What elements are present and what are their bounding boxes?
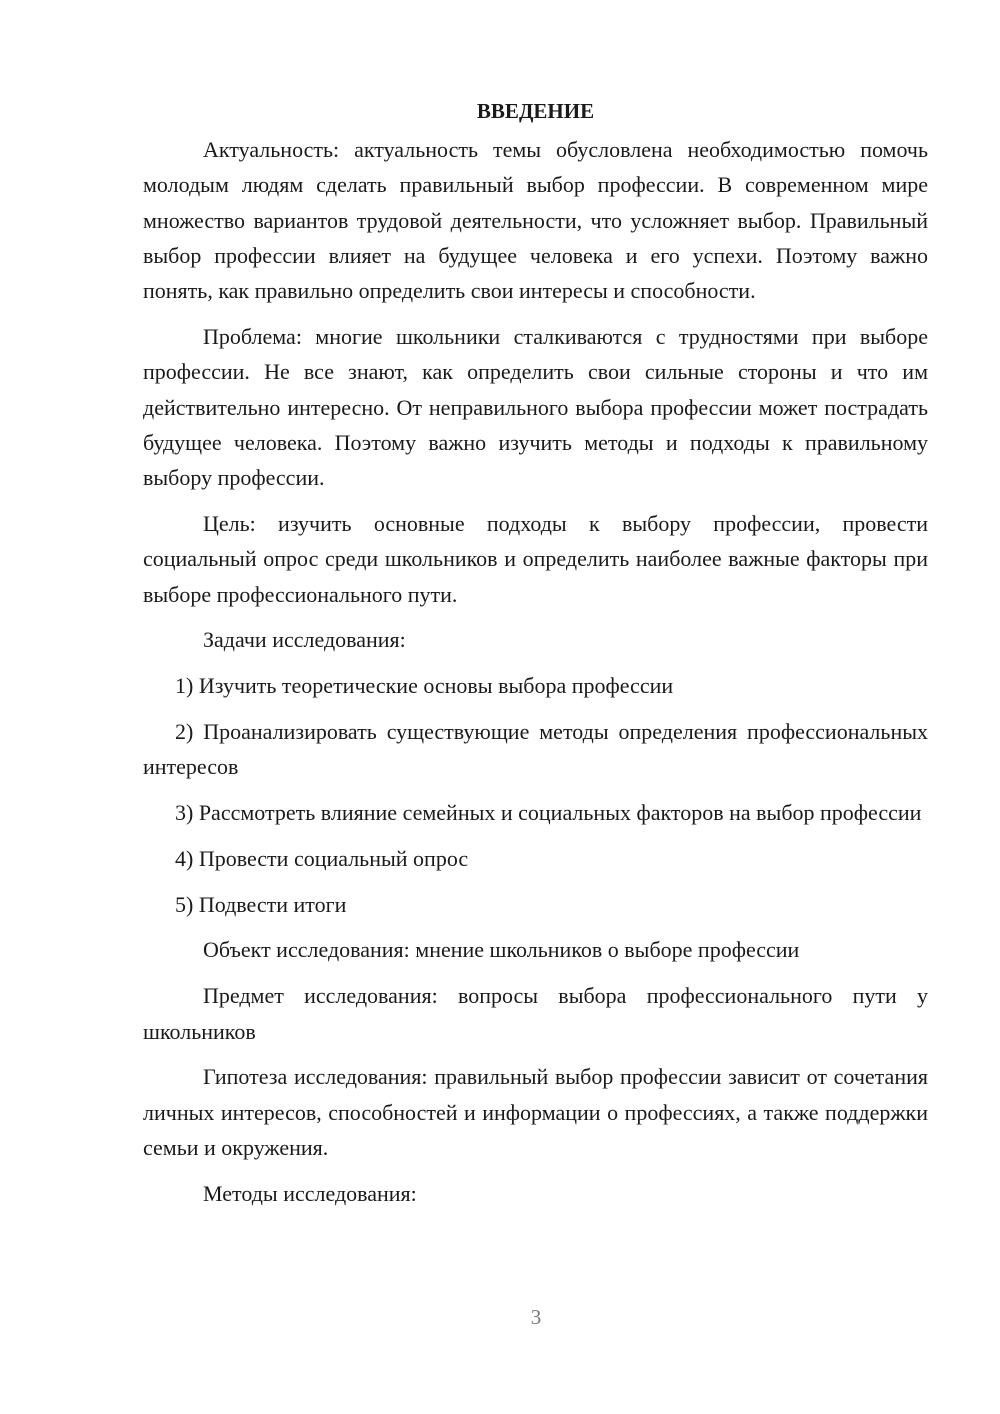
document-page xyxy=(143,94,928,1222)
task-item: 5) Подвести итоги xyxy=(175,891,347,917)
page-number: 3 xyxy=(530,1305,542,1329)
paragraph-tasks-heading: Задачи исследования: xyxy=(203,627,406,653)
section-title: ВВЕДЕНИЕ xyxy=(476,99,595,123)
paragraph-problem: Проблема: многие школьники сталкиваются с трудностями при выборе профессии. Не все знают, как определить свои сильные стороны и что им действительно интересно. От неправильного выбора профессии может пострадать будущее человека. Поэтому важно изучить методы и подходы к правильному выбору профессии. xyxy=(143,323,928,491)
task-item: 3) Рассмотреть влияние семейных и социальных факторов на выбор профессии xyxy=(175,800,922,826)
paragraph-subject: Предмет исследования: вопросы выбора профессионального пути у школьников xyxy=(143,983,928,1044)
paragraph-relevance: Актуальность: актуальность темы обусловлена необходимостью помочь молодым людям сделать правильный выбор профессии. В современном мире множество вариантов трудовой деятельности, что усложняет выбор. Правильный выбор профессии влияет на будущее человека и его успехи. Поэтому важно понять, как правильно определить свои интересы и способности. xyxy=(143,137,928,304)
paragraph-methods: Методы исследования: xyxy=(203,1180,417,1206)
paragraph-object: Объект исследования: мнение школьников о выборе профессии xyxy=(203,937,800,963)
task-item: 1) Изучить теоретические основы выбора профессии xyxy=(175,673,674,699)
task-item: 4) Провести социальный опрос xyxy=(175,845,469,871)
paragraph-hypothesis: Гипотеза исследования: правильный выбор профессии зависит от сочетания личных интересов, способностей и информации о профессиях, а также поддержки семьи и окружения. xyxy=(143,1064,928,1160)
paragraph-goal: Цель: изучить основные подходы к выбору профессии, провести социальный опрос среди школьников и определить наиболее важные факторы при выборе профессионального пути. xyxy=(143,510,928,607)
task-item: 2) Проанализировать существующие методы определения профессиональных интересов xyxy=(143,718,928,780)
